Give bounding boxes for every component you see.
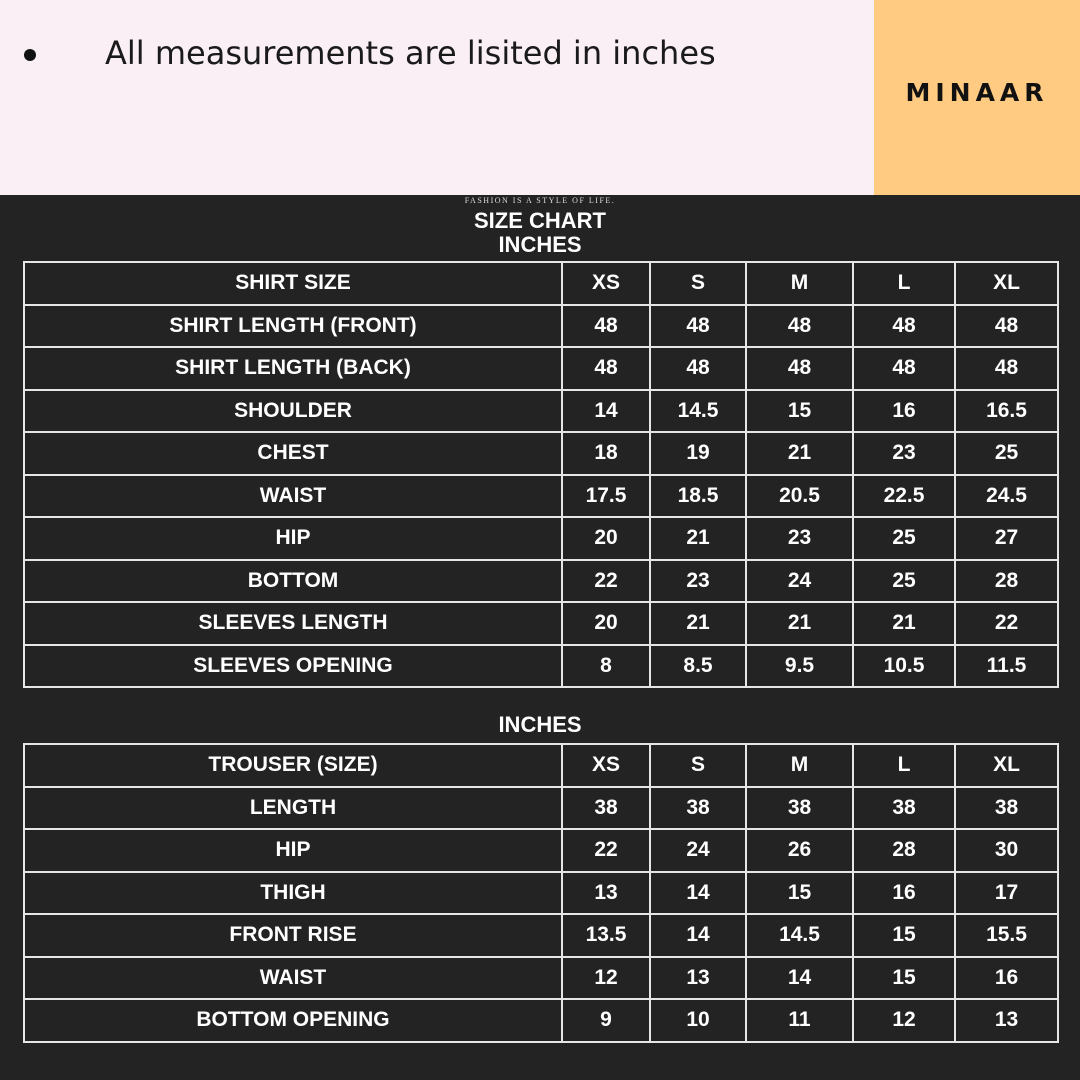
row-label: TROUSER (SIZE) [24,744,562,787]
measurement-cell: 48 [853,305,955,348]
measurement-note: All measurements are lisited in inches [105,34,716,72]
size-header-cell: XL [955,744,1058,787]
size-header-cell: L [853,744,955,787]
table-row [24,999,1058,1042]
row-label: SLEEVES OPENING [24,645,562,688]
table-header-row [24,744,1058,787]
measurement-cell: 16 [853,872,955,915]
info-banner [0,0,874,195]
measurement-cell: 25 [955,432,1058,475]
measurement-cell: 26 [746,829,853,872]
table-row [24,829,1058,872]
measurement-cell: 28 [955,560,1058,603]
trouser-unit-label: INCHES [498,712,582,737]
table-row [24,475,1058,518]
measurement-cell: 38 [853,787,955,830]
size-header-cell: S [650,744,746,787]
measurement-cell: 22.5 [853,475,955,518]
measurement-cell: 22 [562,829,650,872]
measurement-cell: 15.5 [955,914,1058,957]
table-row [24,432,1058,475]
size-header-cell: M [746,744,853,787]
table-row [24,602,1058,645]
table-row [24,645,1058,688]
measurement-cell: 14 [746,957,853,1000]
measurement-cell: 25 [853,560,955,603]
row-label: BOTTOM [24,560,562,603]
measurement-cell: 23 [853,432,955,475]
table-row [24,957,1058,1000]
measurement-cell: 21 [746,432,853,475]
measurement-cell: 48 [853,347,955,390]
measurement-cell: 21 [650,602,746,645]
measurement-cell: 21 [853,602,955,645]
measurement-cell: 17.5 [562,475,650,518]
measurement-cell: 28 [853,829,955,872]
size-header-cell: L [853,262,955,305]
table-row [24,390,1058,433]
row-label: BOTTOM OPENING [24,999,562,1042]
measurement-cell: 20 [562,517,650,560]
measurement-cell: 38 [562,787,650,830]
measurement-cell: 14 [562,390,650,433]
row-label: LENGTH [24,787,562,830]
measurement-cell: 18 [562,432,650,475]
measurement-cell: 48 [650,305,746,348]
shirt-size-table [23,261,1059,688]
measurement-cell: 30 [955,829,1058,872]
measurement-cell: 20.5 [746,475,853,518]
size-header-cell: XS [562,262,650,305]
measurement-cell: 48 [955,347,1058,390]
table-row [24,914,1058,957]
row-label: HIP [24,517,562,560]
measurement-cell: 21 [746,602,853,645]
measurement-cell: 21 [650,517,746,560]
measurement-cell: 15 [746,872,853,915]
measurement-cell: 38 [650,787,746,830]
table-row [24,305,1058,348]
measurement-cell: 13 [955,999,1058,1042]
measurement-cell: 8.5 [650,645,746,688]
measurement-cell: 10.5 [853,645,955,688]
brand-logo-text: MINAAR [905,78,1049,107]
measurement-cell: 12 [853,999,955,1042]
table-header-row [24,262,1058,305]
size-header-cell: XS [562,744,650,787]
row-label: HIP [24,829,562,872]
measurement-cell: 9 [562,999,650,1042]
row-label: SHIRT LENGTH (FRONT) [24,305,562,348]
size-chart [0,195,1080,1080]
tagline: FASHION IS A STYLE OF LIFE. [464,196,616,205]
measurement-cell: 48 [562,305,650,348]
measurement-cell: 12 [562,957,650,1000]
table-row [24,517,1058,560]
table-row [24,560,1058,603]
measurement-cell: 23 [650,560,746,603]
measurement-cell: 24.5 [955,475,1058,518]
measurement-cell: 15 [853,914,955,957]
measurement-cell: 27 [955,517,1058,560]
measurement-cell: 48 [650,347,746,390]
size-header-cell: XL [955,262,1058,305]
measurement-cell: 13 [650,957,746,1000]
bullet-icon [24,49,36,61]
table-row [24,347,1058,390]
measurement-cell: 24 [746,560,853,603]
measurement-cell: 11.5 [955,645,1058,688]
measurement-cell: 16 [853,390,955,433]
table-row [24,787,1058,830]
measurement-cell: 14 [650,872,746,915]
measurement-cell: 13.5 [562,914,650,957]
measurement-cell: 16.5 [955,390,1058,433]
trouser-size-table [23,743,1059,1043]
measurement-cell: 23 [746,517,853,560]
measurement-cell: 20 [562,602,650,645]
chart-title: SIZE CHART [474,208,606,233]
measurement-cell: 15 [853,957,955,1000]
measurement-cell: 48 [562,347,650,390]
measurement-cell: 48 [746,347,853,390]
brand-panel [874,0,1080,195]
measurement-cell: 14 [650,914,746,957]
measurement-cell: 38 [955,787,1058,830]
measurement-cell: 48 [746,305,853,348]
row-label: FRONT RISE [24,914,562,957]
measurement-cell: 48 [955,305,1058,348]
measurement-cell: 16 [955,957,1058,1000]
measurement-cell: 11 [746,999,853,1042]
table-row [24,872,1058,915]
measurement-cell: 24 [650,829,746,872]
measurement-cell: 8 [562,645,650,688]
row-label: WAIST [24,957,562,1000]
measurement-cell: 13 [562,872,650,915]
row-label: SHIRT SIZE [24,262,562,305]
size-header-cell: S [650,262,746,305]
measurement-cell: 25 [853,517,955,560]
row-label: CHEST [24,432,562,475]
measurement-cell: 15 [746,390,853,433]
measurement-cell: 19 [650,432,746,475]
measurement-cell: 22 [562,560,650,603]
measurement-cell: 14.5 [746,914,853,957]
measurement-cell: 14.5 [650,390,746,433]
row-label: SHOULDER [24,390,562,433]
measurement-cell: 18.5 [650,475,746,518]
row-label: THIGH [24,872,562,915]
measurement-cell: 17 [955,872,1058,915]
row-label: WAIST [24,475,562,518]
row-label: SLEEVES LENGTH [24,602,562,645]
measurement-cell: 22 [955,602,1058,645]
row-label: SHIRT LENGTH (BACK) [24,347,562,390]
shirt-unit-label: INCHES [498,232,582,257]
measurement-cell: 38 [746,787,853,830]
measurement-cell: 10 [650,999,746,1042]
size-header-cell: M [746,262,853,305]
measurement-cell: 9.5 [746,645,853,688]
